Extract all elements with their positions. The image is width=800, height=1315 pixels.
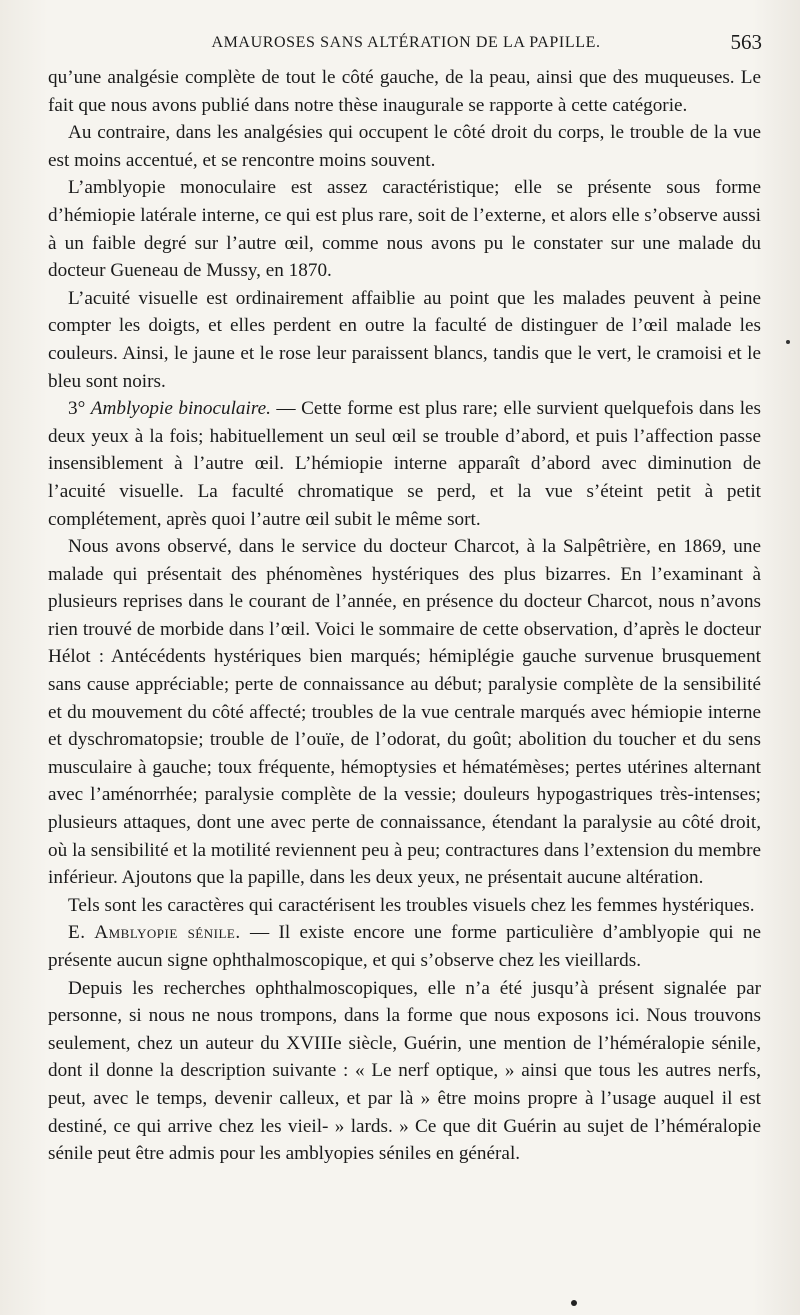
paragraph-9: Depuis les recherches ophthalmoscopiques, elle n’a été jusqu’à présent signalée par personne, si nous ne nous trompons, dans la forme que nous exposons ici. Nous trouvons seulement, chez un auteur du XVIIIe siècle, Guérin, une mention de l’héméralopie sénile, dont il donne la description suivante : « Le nerf optique, » ainsi que tous les autres nerfs, peut, avec le temps, devenir calleux, et par là » être moins propre à l’usage auquel il est destiné, ce qui arrive chez les vieil- » lards. » Ce que dit Guérin au sujet de l’héméralopie sénile peut être admis pour les amblyopies séniles en général. xyxy=(48,977,761,1165)
running-head xyxy=(50,30,762,56)
paragraph-3: L’amblyopie monoculaire est assez caractéristique; elle se présente sous forme d’hémiopie latérale interne, ce qui est plus rare, soit de l’externe, et alors elle s’observe aussi à un faible degré sur l’autre œil, comme nous avons pu le constater sur une malade du docteur Gueneau de Mussy, en 1870. xyxy=(48,177,761,282)
paragraph-8 xyxy=(48,919,761,974)
running-title: AMAUROSES SANS ALTÉRATION DE LA PAPILLE. xyxy=(211,34,601,51)
section-title-senile: E. Amblyopie sénile. xyxy=(68,922,241,944)
paragraph-4: L’acuité visuelle est ordinairement affaiblie au point que les malades peuvent à peine compter les doigts, et elles perdent en outre la faculté de distinguer de l’œil malade les couleurs. Ainsi, le jaune et le rose leur paraissent blancs, tandis que le vert, le cramoisi et le bleu sont noirs. xyxy=(48,287,761,392)
section-title-binoculaire: Amblyopie binoculaire. xyxy=(90,398,271,420)
footer-dot xyxy=(571,1300,577,1306)
paragraph-5 xyxy=(48,395,761,533)
paragraph-5-text: — Cette forme est plus rare; elle survient quelquefois dans les deux yeux à la fois; habituellement un seul œil se trouble d’abord, et puis l’affection passe insensiblement à l’autre œil. L’hémiopie interne apparaît d’abord avec diminution de l’acuité visuelle. La faculté chromatique se perd, et la vue s’éteint petit à petit complétement, après quoi l’autre œil subit le même sort. xyxy=(48,398,762,530)
paragraph-1: qu’une analgésie complète de tout le côté gauche, de la peau, ainsi que des muqueuses. Le fait que nous avons publié dans notre thèse inaugurale se rapporte à cette catégorie. xyxy=(48,67,761,116)
paragraph-8-text: — Il existe encore une forme particulière d’amblyopie qui ne présente aucun signe ophthalmoscopique, et qui s’observe chez les vieillards. xyxy=(48,922,761,971)
paragraph-7: Tels sont les caractères qui caractérisent les troubles visuels chez les femmes hystériques. xyxy=(68,894,755,916)
page-number: 563 xyxy=(730,30,762,54)
paragraph-2: Au contraire, dans les analgésies qui occupent le côté droit du corps, le trouble de la vue est moins accentué, et se rencontre moins souvent. xyxy=(48,122,761,171)
section-number: 3° xyxy=(68,398,86,420)
paragraph-6: Nous avons observé, dans le service du docteur Charcot, à la Salpêtrière, en 1869, une malade qui présentait des phénomènes hystériques des plus bizarres. En l’examinant à plusieurs reprises dans le courant de l’année, en présence du docteur Charcot, nous n’avons rien trouvé de morbide dans l’œil. Voici le sommaire de cette observation, d’après le docteur Hélot : Antécédents hystériques bien marqués; hémiplégie gauche survenue brusquement sans cause appréciable; perte de connaissance au début; paralysie complète de la sensibilité et du mouvement du côté affecté; troubles de la vue centrale marqués avec hémiopie interne et dyschromatopsie; trouble de l’ouïe, de l’odorat, du goût; abolition du toucher et du sens musculaire à gauche; toux fréquente, hémoptysies et hématémèses; pertes utérines alternant avec l’aménorrhée; paralysie complète de la vessie; douleurs hypogastriques très-intenses; plusieurs attaques, dont une avec perte de connaissance, étendant la paralysie au côté droit, où la sensibilité et la motilité reviennent peu à peu; contractures dans l’extension du membre inférieur. Ajoutons que la papille, dans les deux yeux, ne présentait aucune altération. xyxy=(48,536,761,889)
margin-mark xyxy=(786,340,790,344)
body-text xyxy=(48,64,761,1168)
